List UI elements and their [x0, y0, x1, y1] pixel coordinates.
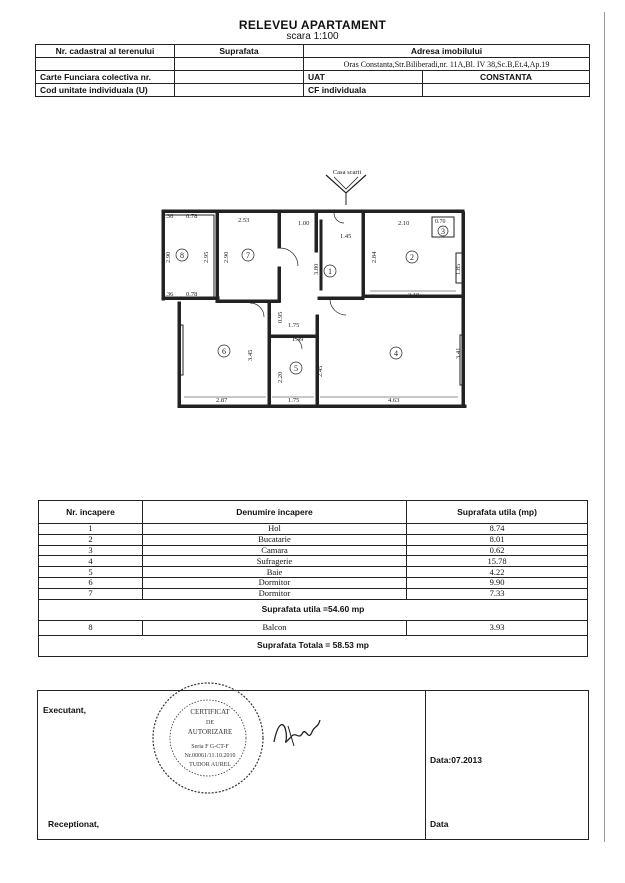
table-row: [39, 620, 588, 635]
dim-label: 0.78: [186, 291, 198, 298]
table-row: [39, 556, 588, 567]
room-nr: 2: [39, 534, 143, 545]
wall-hol-a: [315, 212, 318, 252]
room-name: Bucatarie: [143, 534, 407, 545]
header-table: [35, 44, 590, 97]
handwritten-signature-icon: [268, 712, 328, 752]
floor-plan-drawing: [150, 165, 480, 415]
document-scale: scara 1:100: [286, 31, 339, 42]
entrance-arrow-inner: [334, 177, 358, 189]
dim-label: 2.90: [165, 251, 172, 263]
cf-individual-value: [423, 84, 590, 97]
stamp-text: CERTIFICAT: [190, 708, 230, 716]
wall-room5-right: [316, 315, 319, 407]
dim-label: 0.78: [186, 213, 198, 220]
address-label: Adresa imobilului: [304, 45, 590, 58]
dim-label: 2.95: [203, 251, 210, 263]
dim-label: 2.87: [216, 397, 228, 404]
room-nr: 5: [39, 567, 143, 578]
room-6-number: 6: [222, 347, 226, 356]
table-row: [39, 545, 588, 556]
door-entrance: [334, 213, 344, 223]
stamp-text: AUTORIZARE: [187, 728, 233, 736]
table-row: [39, 567, 588, 578]
stamp-text: TUDOR AUREL: [189, 762, 231, 768]
room-area: 0.62: [407, 545, 588, 556]
room-name: Sufragerie: [143, 556, 407, 567]
room-area: 4.22: [407, 567, 588, 578]
dim-label: 0.70: [435, 219, 446, 225]
signature-divider: [425, 691, 426, 839]
room-1-number: 1: [328, 267, 332, 276]
dim-label: 0.36: [162, 291, 174, 298]
executant-label: Executant,: [43, 705, 86, 715]
room-area: 9.90: [407, 577, 588, 588]
room-area: 7.33: [407, 588, 588, 599]
room-4-number: 4: [394, 349, 398, 358]
room-name: Dormitor: [143, 588, 407, 599]
surface-label: Suprafata: [175, 45, 304, 58]
entrance-arrow: [326, 175, 366, 193]
dim-label: 2.53: [238, 217, 250, 224]
dim-label: 1.75: [288, 397, 300, 404]
table-row: [39, 588, 588, 599]
entrance-label: Casa scarii: [332, 169, 362, 176]
dim-label: 4.63: [388, 397, 400, 404]
unit-id-label: Cod unitate individuala (U): [36, 84, 175, 97]
dim-label: 2.45: [317, 365, 324, 377]
scan-edge: [604, 12, 605, 842]
cf-individual-label: CF individuala: [304, 84, 423, 97]
wall-room7-right-b: [278, 267, 281, 302]
dim-label: 1.75: [288, 322, 300, 329]
table-row: [39, 577, 588, 588]
grand-total: Suprafata Totala = 58.53 mp: [39, 635, 588, 656]
dim-label: 1.85: [455, 263, 462, 275]
room-8-number: 8: [180, 251, 184, 260]
cadastral-value: [36, 58, 175, 71]
wall-hol-right: [362, 212, 365, 297]
dim-label: 2.90: [223, 251, 230, 263]
room-3-number: 3: [441, 227, 445, 236]
date-executant: Data:07.2013: [430, 755, 482, 765]
wall-room7-right-a: [278, 212, 281, 248]
room-name: Hol: [143, 524, 407, 535]
room-nr: 3: [39, 545, 143, 556]
rooms-header-area: Suprafata utila (mp): [407, 501, 588, 524]
surface-value: [175, 58, 304, 71]
dim-label: 1.49: [292, 336, 304, 343]
table-row: [39, 524, 588, 535]
room-name: Dormitor: [143, 577, 407, 588]
balcony-name: Balcon: [143, 620, 407, 635]
balcony-nr: 8: [39, 620, 143, 635]
wall-room4-topleft: [318, 297, 364, 300]
floor-plan: [150, 165, 480, 415]
room-nr: 1: [39, 524, 143, 535]
dim-label: 3.41: [455, 347, 462, 359]
authorization-stamp-icon: [148, 678, 268, 798]
stamp-text: Seria F G-CT-F: [191, 744, 229, 750]
dim-label: 1.45: [340, 233, 352, 240]
room-name: Camara: [143, 545, 407, 556]
rooms-header-nr: Nr. incapere: [39, 501, 143, 524]
dim-label: 2.20: [277, 371, 284, 383]
room-7-number: 7: [246, 251, 250, 260]
wall-room7-left: [216, 212, 219, 302]
rooms-table: [38, 500, 588, 657]
unit-id-value: [175, 84, 304, 97]
room-area: 15.78: [407, 556, 588, 567]
door-room7: [280, 248, 298, 266]
room-area: 8.01: [407, 534, 588, 545]
room-5-number: 5: [294, 364, 298, 373]
dim-label: 2.10: [398, 220, 410, 227]
door-room6: [250, 303, 264, 317]
uat-value: CONSTANTA: [423, 71, 590, 84]
dim-label: 3.80: [313, 263, 320, 275]
address-value: Oras Constanta,Str.Biliberadi,nr. 11A,Bl. IV 38,Sc.B,Et.4,Ap.19: [304, 58, 590, 71]
room-area: 8.74: [407, 524, 588, 535]
room-2-number: 2: [410, 253, 414, 262]
useful-total: Suprafata utila =54.60 mp: [39, 599, 588, 620]
wall-hol-b: [320, 220, 322, 290]
document-title: RELEVEU APARTAMENT: [238, 18, 387, 32]
room-name: Baie: [143, 567, 407, 578]
dim-label: 3.10: [408, 292, 420, 299]
cf-collective-label: Carte Funciara colectiva nr.: [36, 71, 175, 84]
stamp-text: DE: [206, 720, 214, 726]
wall-room6-right: [268, 302, 271, 407]
dim-label: 3.45: [247, 349, 254, 361]
dim-label: 0.36: [162, 213, 174, 220]
wall-top: [162, 210, 464, 213]
room-nr: 7: [39, 588, 143, 599]
room-nr: 4: [39, 556, 143, 567]
wall-bottom: [178, 405, 466, 408]
cf-collective-value: [175, 71, 304, 84]
table-row: [39, 534, 588, 545]
rooms-header-name: Denumire incapere: [143, 501, 407, 524]
receptionat-label: Receptionat,: [48, 819, 100, 829]
date-receptionat: Data: [430, 819, 449, 829]
cadastral-label: Nr. cadastral al terenului: [36, 45, 175, 58]
dim-label: 1.00: [298, 220, 310, 227]
door-room4: [330, 299, 346, 315]
balcony-area: 3.93: [407, 620, 588, 635]
dim-label: 0.95: [277, 311, 284, 323]
room-nr: 6: [39, 577, 143, 588]
dim-label: 2.84: [371, 251, 378, 263]
uat-label: UAT: [304, 71, 423, 84]
stamp-text: Nr.00061/11.10.2010: [184, 753, 236, 759]
